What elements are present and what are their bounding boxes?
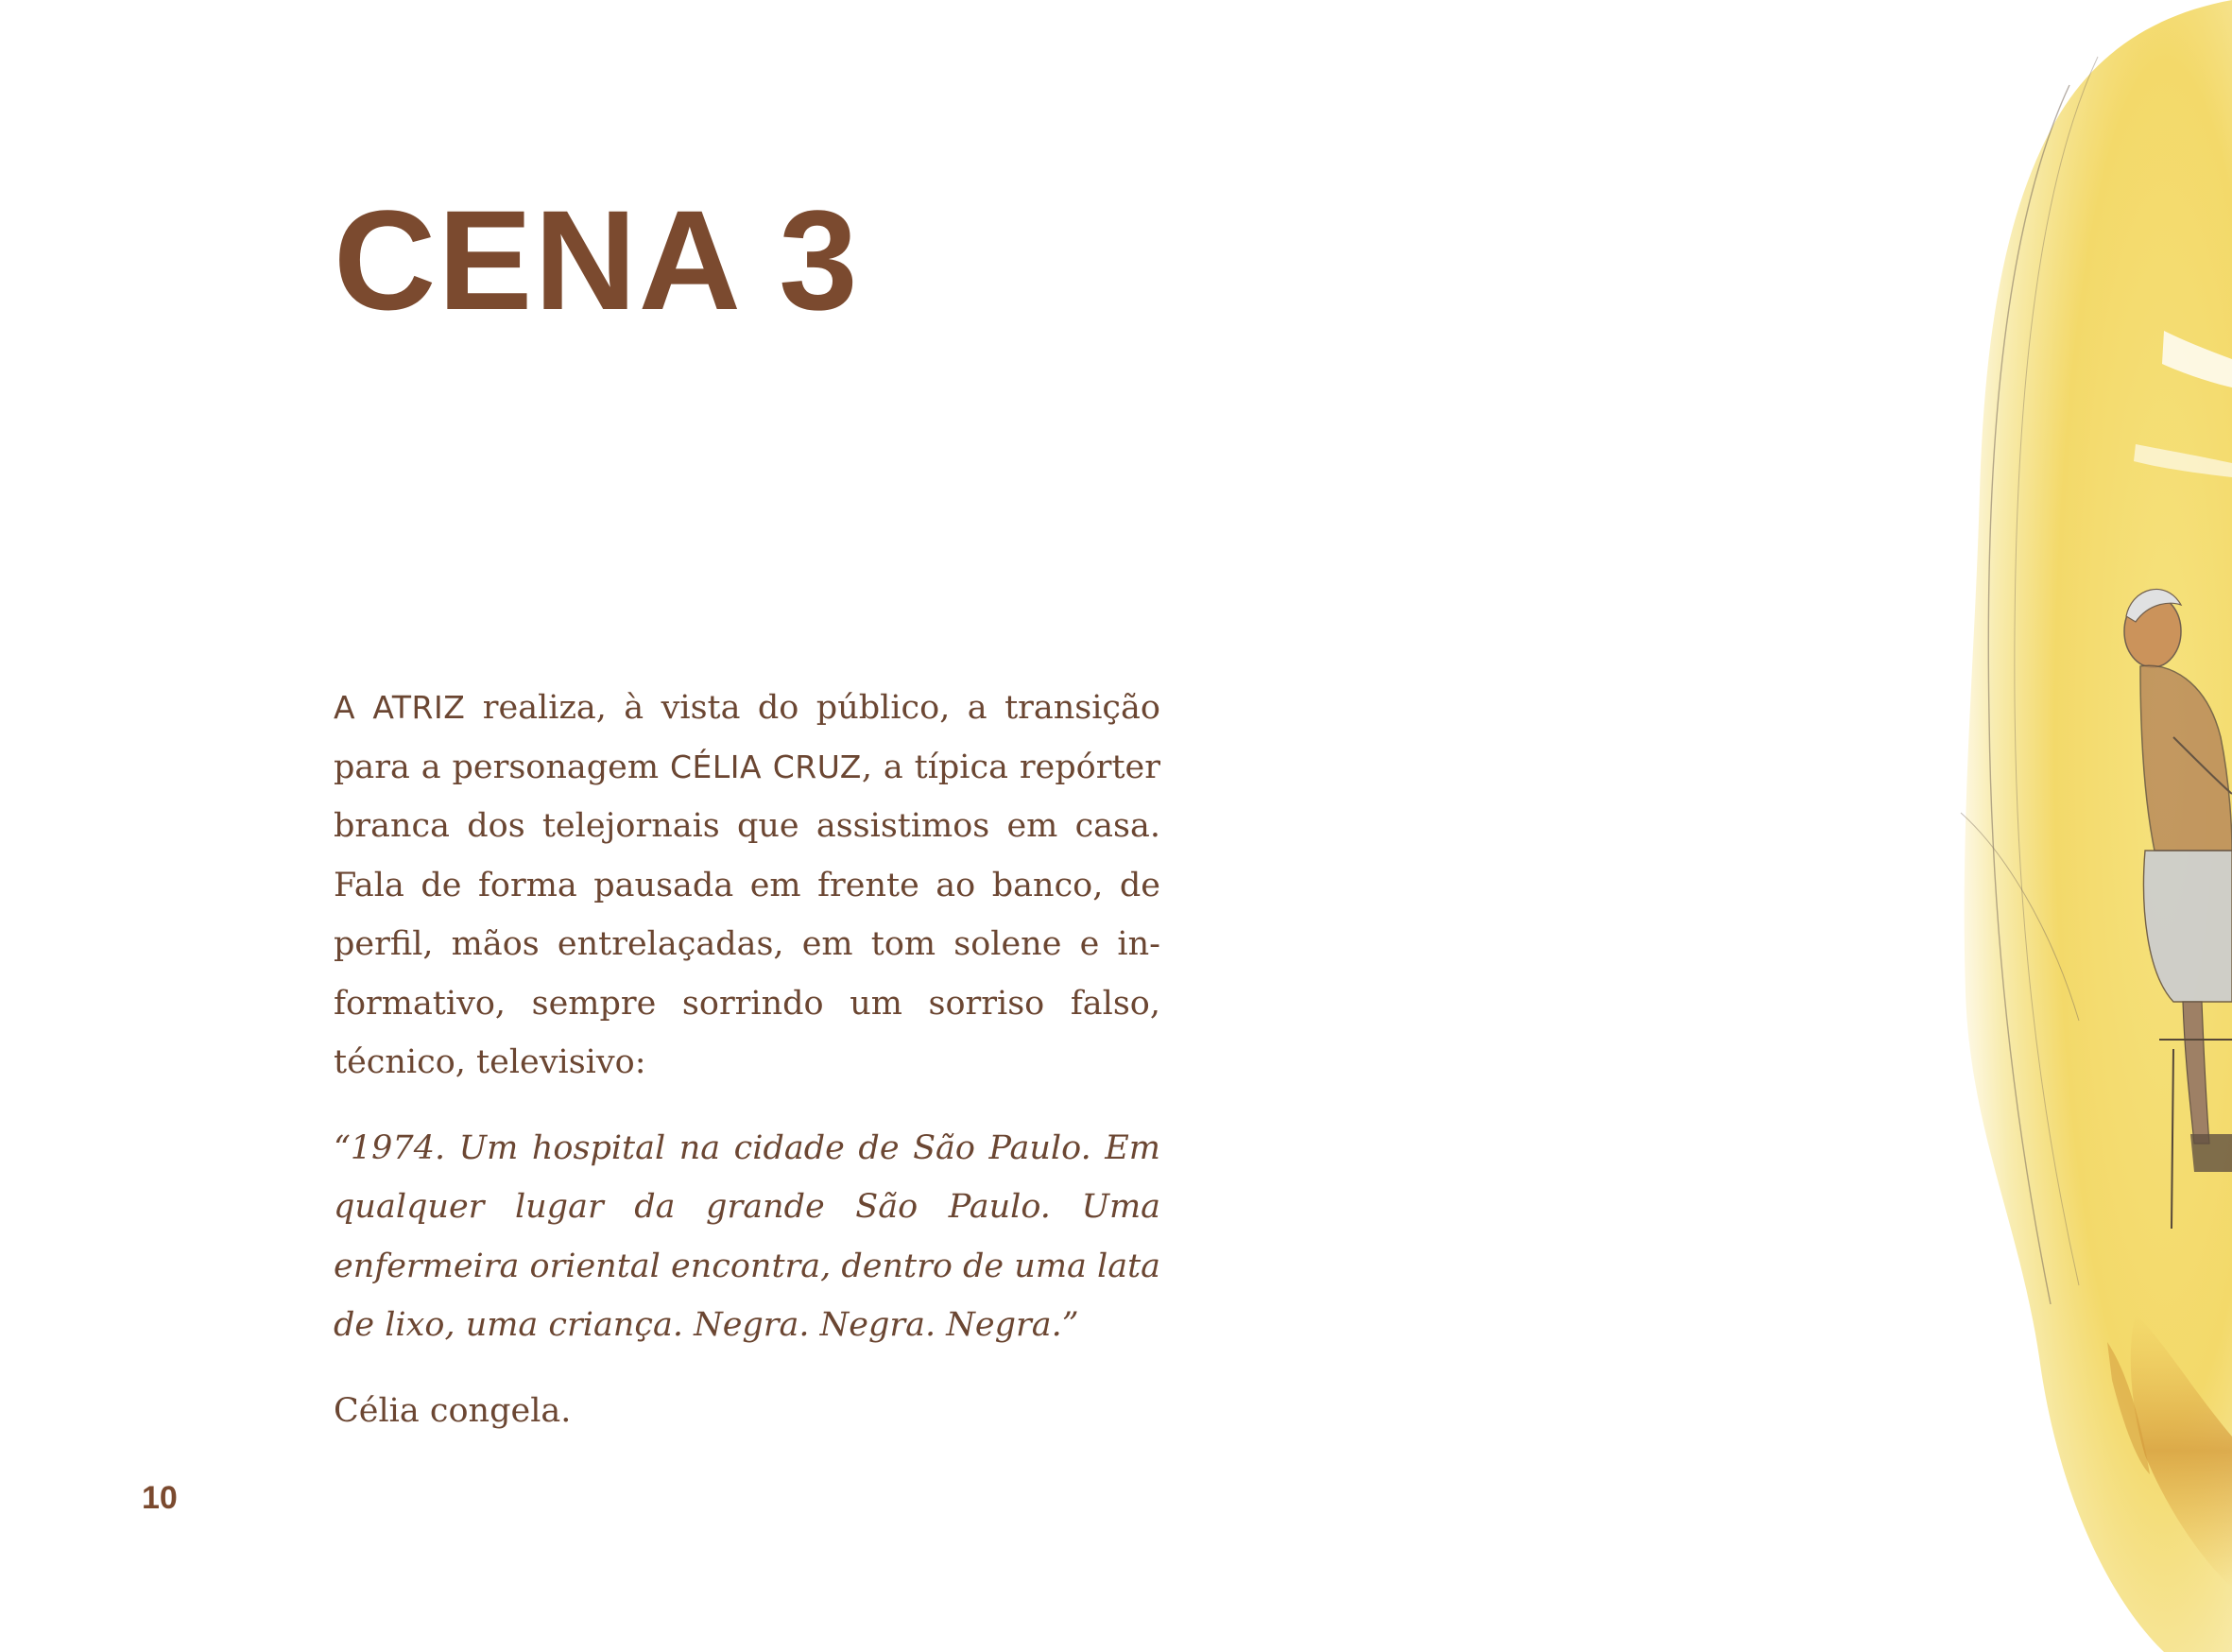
watercolor-figure-illustration [1947, 0, 2232, 1652]
scene-title: CENA 3 [334, 181, 860, 339]
figure-foot [2190, 1134, 2232, 1172]
reporter-quote: “1974. Um hospital na cidade de São Paulo. Em qualquer lugar da grande São Paulo. Uma enfermeira oriental encontra, dentro de uma lata de lixo, uma criança. Negra. Negra. Negra.” [334, 1128, 1160, 1344]
character-name-celia-cruz: CÉLIA CRUZ [669, 748, 862, 785]
scene-body [334, 679, 1160, 1440]
page-number: 10 [142, 1480, 178, 1516]
character-name-atriz: A ATRIZ [334, 689, 466, 726]
stage-direction-text-2: , a típica repórter branca dos telejornais que assistimos em casa. Fala de forma pausada em frente ao banco, de perfil, mãos entrelaçadas, em tom solene e informativo, sempre sorrindo um sorriso falso, técnico, televisivo: [334, 748, 1160, 1081]
stage-direction-paragraph [334, 679, 1160, 1093]
stage-direction-text-1: realiza, à vista do público, a transição para a personagem [334, 689, 1160, 786]
closing-line: Célia congela. [334, 1391, 572, 1430]
